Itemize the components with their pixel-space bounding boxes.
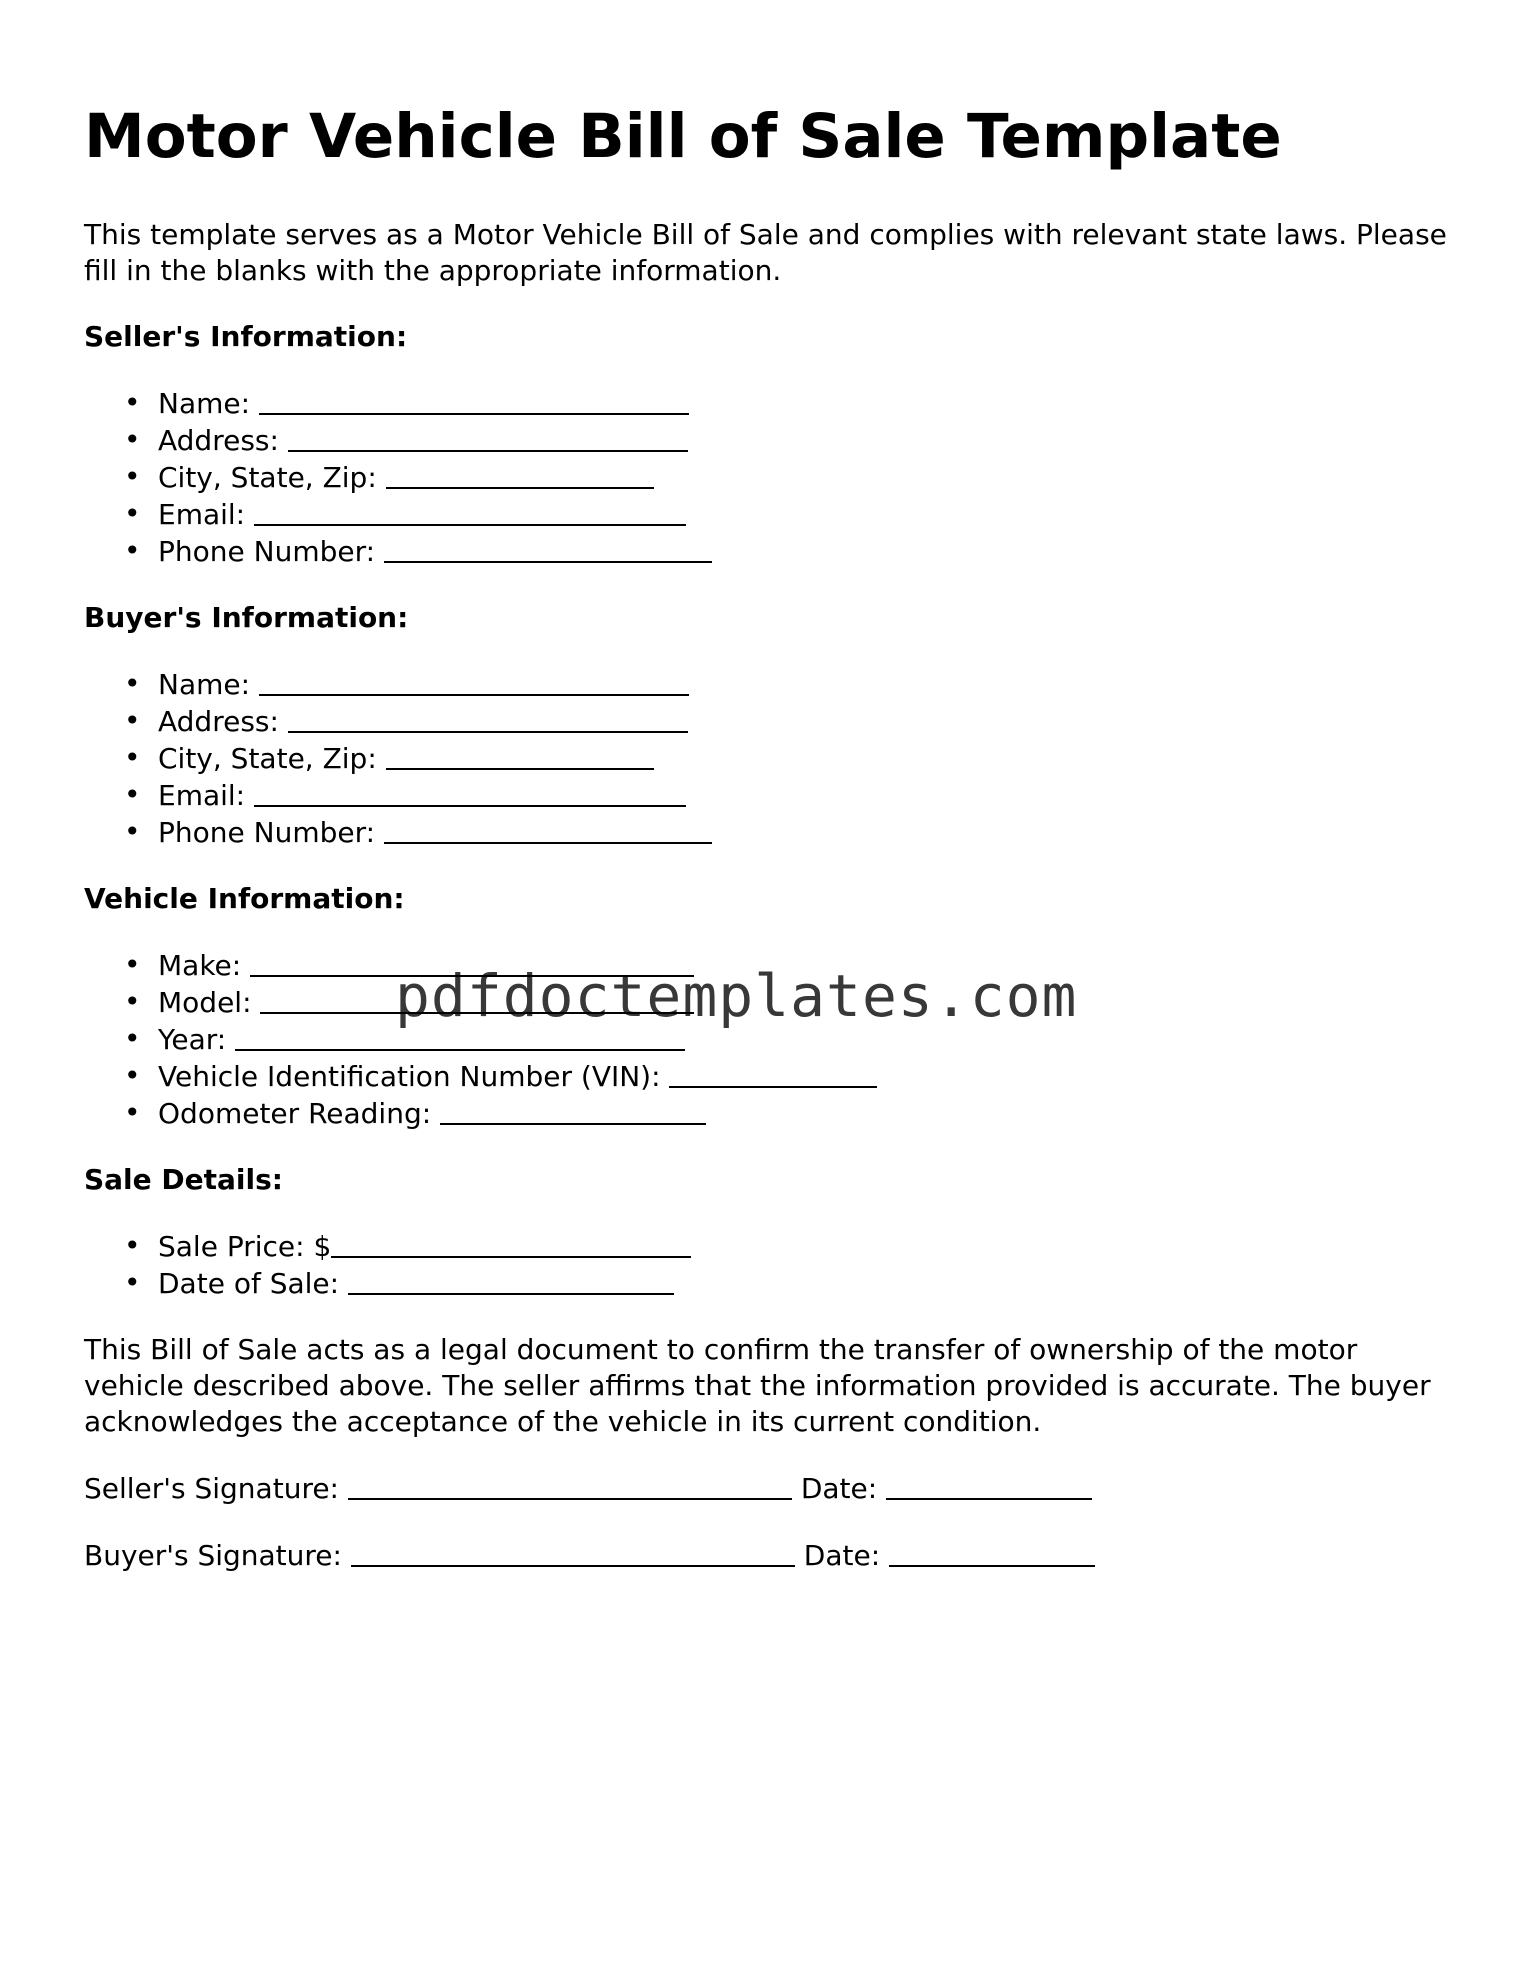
- bullet-icon: •: [124, 497, 141, 531]
- document-title: Motor Vehicle Bill of Sale Template: [84, 101, 1282, 172]
- list-item: [124, 777, 1464, 814]
- bullet-icon: •: [124, 985, 141, 1019]
- seller-signature-line[interactable]: [348, 1470, 792, 1500]
- seller-date-label: Date:: [800, 1472, 878, 1506]
- list-item: [124, 666, 1464, 703]
- sellers-info-list: [84, 385, 1464, 570]
- buyer-signature-line[interactable]: [351, 1537, 795, 1567]
- seller-signature-label: Seller's Signature:: [84, 1472, 339, 1506]
- list-item: [124, 496, 1464, 533]
- field-label: Name:: [158, 387, 251, 421]
- buyer-signature-row: [84, 1537, 1464, 1574]
- field-label: Address:: [158, 424, 279, 458]
- bullet-icon: •: [124, 423, 141, 457]
- field-label: Sale Price: $: [158, 1230, 332, 1264]
- field-label: Odometer Reading:: [158, 1097, 432, 1131]
- list-item: [124, 703, 1464, 740]
- field-label: Phone Number:: [158, 535, 376, 569]
- bullet-icon: •: [124, 778, 141, 812]
- list-item: [124, 533, 1464, 570]
- blank-line[interactable]: [384, 533, 712, 563]
- bullet-icon: •: [124, 386, 141, 420]
- field-label: Year:: [158, 1023, 227, 1057]
- blank-line[interactable]: [440, 1095, 706, 1125]
- blank-line[interactable]: [254, 496, 686, 526]
- bullet-icon: •: [124, 1229, 141, 1263]
- bullet-icon: •: [124, 667, 141, 701]
- closing-paragraph: This Bill of Sale acts as a legal document to confirm the transfer of ownership of the motor vehicle described above. The seller affirms that the information provided is accurate. The buyer acknowledges the acceptance of the vehicle in its current condition.: [84, 1333, 1431, 1439]
- field-label: Email:: [158, 779, 246, 813]
- field-label: Date of Sale:: [158, 1267, 340, 1301]
- list-item: [124, 814, 1464, 851]
- intro-paragraph: This template serves as a Motor Vehicle Bill of Sale and complies with relevant state laws. Please fill in the blanks with the appropriate information.: [84, 218, 1447, 288]
- field-label: Model:: [158, 986, 252, 1020]
- buyer-signature-label: Buyer's Signature:: [84, 1539, 342, 1573]
- field-label: Phone Number:: [158, 816, 376, 850]
- sale-details-list: [84, 1228, 1464, 1302]
- field-label: Make:: [158, 949, 242, 983]
- field-label: Address:: [158, 705, 279, 739]
- field-label: Email:: [158, 498, 246, 532]
- buyer-date-label: Date:: [803, 1539, 881, 1573]
- blank-line[interactable]: [254, 777, 686, 807]
- blank-line[interactable]: [348, 1265, 674, 1295]
- list-item: [124, 422, 1464, 459]
- blank-line[interactable]: [386, 459, 654, 489]
- buyers-info-heading: Buyer's Information:: [84, 601, 409, 635]
- document-page: [84, 100, 1464, 1574]
- bullet-icon: •: [124, 815, 141, 849]
- blank-line[interactable]: [331, 1228, 691, 1258]
- watermark-text: pdfdoctemplates.com: [395, 962, 1078, 1030]
- field-label: City, State, Zip:: [158, 461, 377, 495]
- vehicle-info-heading: Vehicle Information:: [84, 882, 405, 916]
- list-item: [124, 1058, 1464, 1095]
- bullet-icon: •: [124, 704, 141, 738]
- seller-date-line[interactable]: [886, 1470, 1092, 1500]
- bullet-icon: •: [124, 1096, 141, 1130]
- blank-line[interactable]: [259, 666, 689, 696]
- blank-line[interactable]: [288, 703, 688, 733]
- bullet-icon: •: [124, 1266, 141, 1300]
- blank-line[interactable]: [384, 814, 712, 844]
- list-item: [124, 1265, 1464, 1302]
- list-item: [124, 1228, 1464, 1265]
- buyers-info-list: [84, 666, 1464, 851]
- bullet-icon: •: [124, 534, 141, 568]
- bullet-icon: •: [124, 948, 141, 982]
- list-item: [124, 740, 1464, 777]
- blank-line[interactable]: [669, 1058, 877, 1088]
- buyer-date-line[interactable]: [889, 1537, 1095, 1567]
- list-item: [124, 1095, 1464, 1132]
- bullet-icon: •: [124, 1022, 141, 1056]
- bullet-icon: •: [124, 741, 141, 775]
- sellers-info-heading: Seller's Information:: [84, 320, 408, 354]
- list-item: [124, 459, 1464, 496]
- bullet-icon: •: [124, 1059, 141, 1093]
- field-label: Name:: [158, 668, 251, 702]
- field-label: City, State, Zip:: [158, 742, 377, 776]
- blank-line[interactable]: [259, 385, 689, 415]
- blank-line[interactable]: [288, 422, 688, 452]
- bullet-icon: •: [124, 460, 141, 494]
- seller-signature-row: [84, 1470, 1464, 1507]
- blank-line[interactable]: [386, 740, 654, 770]
- field-label: Vehicle Identification Number (VIN):: [158, 1060, 661, 1094]
- list-item: [124, 385, 1464, 422]
- sale-details-heading: Sale Details:: [84, 1163, 283, 1197]
